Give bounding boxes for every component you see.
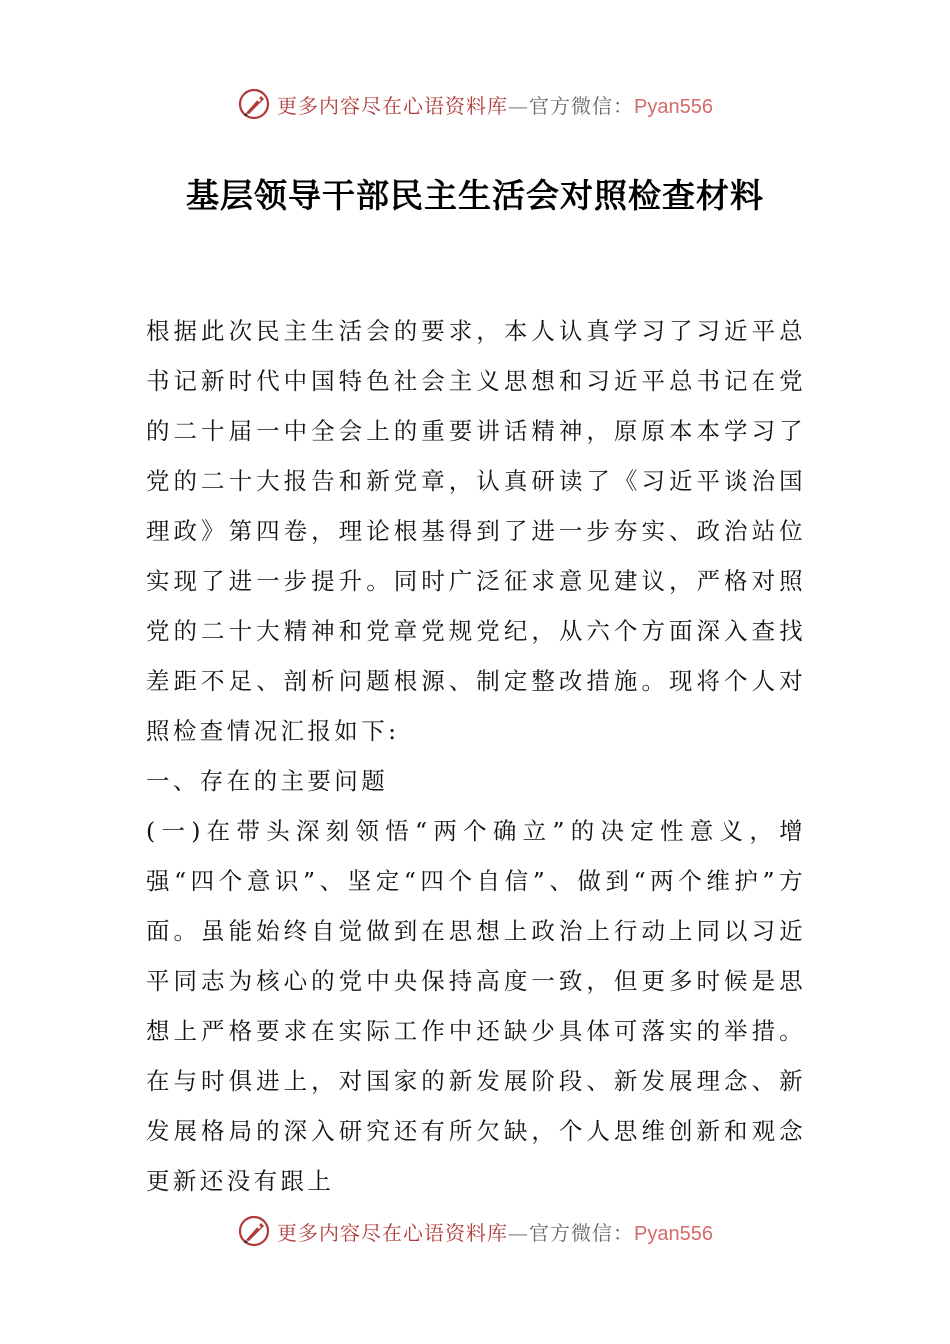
header-banner [0, 84, 950, 124]
promo-dash: — [508, 93, 530, 118]
wechat-id: Pyan556 [634, 95, 713, 118]
promo-text: 更多内容尽在心语资料库 [277, 93, 509, 118]
wechat-id: Pyan556 [634, 1222, 713, 1245]
document-body [146, 306, 806, 1206]
promo-line [277, 90, 713, 119]
quill-logo-icon [237, 1214, 271, 1248]
body-paragraph-intro: 根据此次民主生活会的要求，本人认真学习了习近平总书记新时代中国特色社会主义思想和习近平总书记在党的二十届一中全会上的重要讲话精神，原原本本学习了党的二十大报告和新党章，认真研读了《习近平谈治国理政》第四卷，理论根基得到了进一步夯实、政治站位实现了进一步提升。同时广泛征求意见建议，严格对照党的二十大精神和党章党规党纪，从六个方面深入查找差距不足、剖析问题根源、制定整改措施。现将个人对照检查情况汇报如下: [146, 317, 806, 745]
promo-dash: — [508, 1220, 530, 1245]
body-paragraph-issue-1: (一)在带头深刻领悟“两个确立”的决定性意义，增强“四个意识”、坚定“四个自信”、做到“两个维护”方面。虽能始终自觉做到在思想上政治上行动上同以习近平同志为核心的党中央保持高度一致，但更多时候是思想上严格要求在实际工作中还缺少具体可落实的举措。在与时俱进上，对国家的新发展阶段、新发展理念、新发展格局的深入研究还有所欠缺，个人思维创新和观念更新还没有跟上 [146, 817, 806, 1195]
document-title: 基层领导干部民主生活会对照检查材料 [186, 176, 764, 215]
section-heading: 一、存在的主要问题 [146, 767, 389, 795]
quill-logo-icon [237, 87, 271, 121]
promo-line [277, 1217, 713, 1246]
wechat-label: 官方微信： [529, 1220, 635, 1245]
footer-banner [0, 1211, 950, 1251]
promo-text: 更多内容尽在心语资料库 [277, 1220, 509, 1245]
wechat-label: 官方微信： [529, 93, 635, 118]
